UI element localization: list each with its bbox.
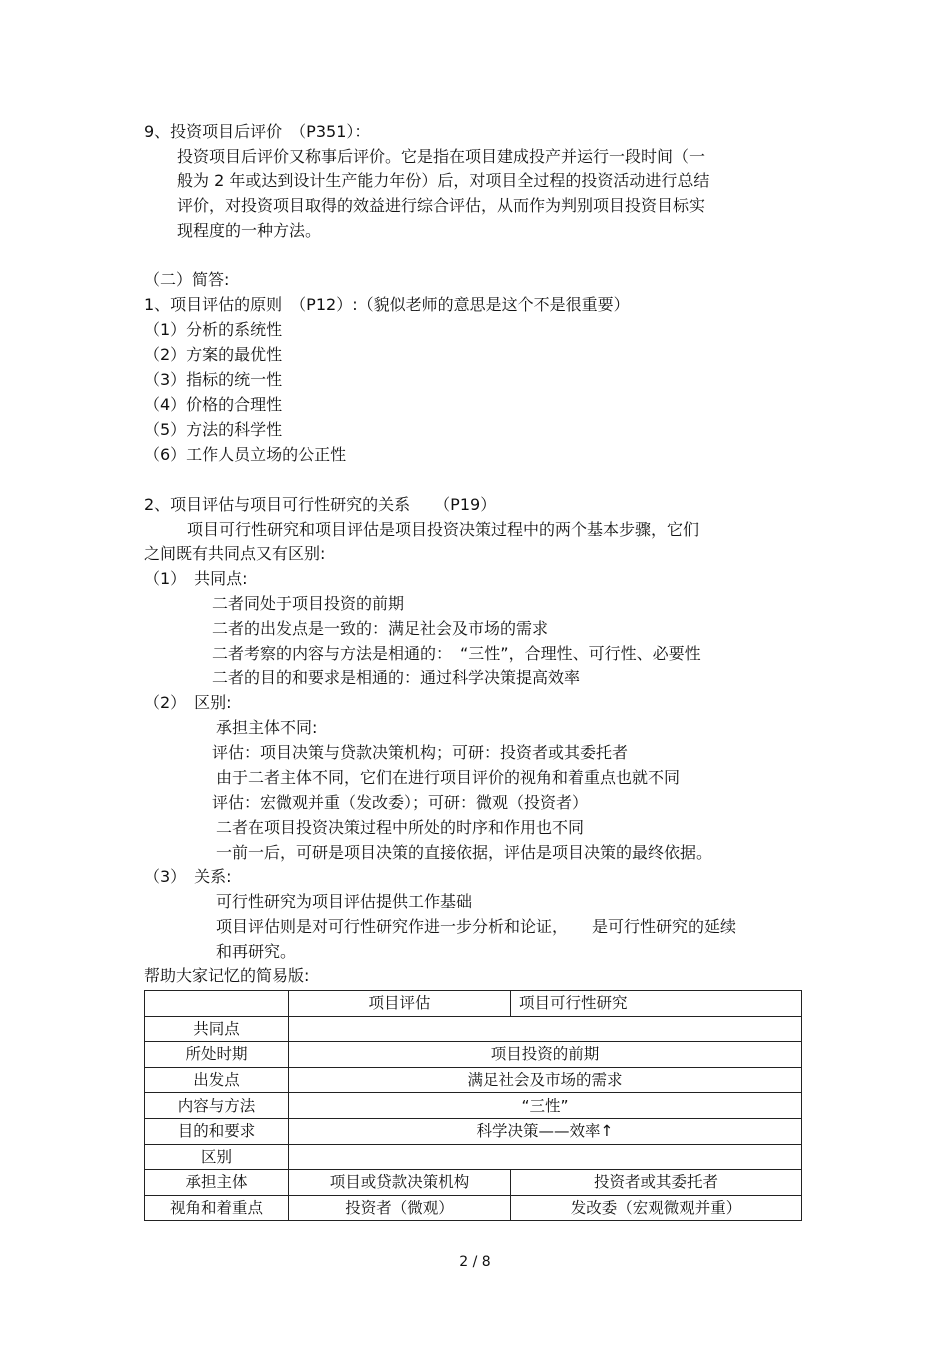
list-item: （5）方法的科学性	[144, 420, 283, 439]
q9-line: 评价，对投资项目取得的效益进行综合评估，从而作为判别项目投资目标实	[177, 196, 706, 215]
table-row	[145, 1144, 802, 1170]
table-group-label: 共同点	[145, 1016, 289, 1042]
q2-point-heading: （2） 区别:	[144, 693, 232, 712]
section-heading: （二）简答:	[144, 270, 230, 289]
table-group-label: 区别	[145, 1144, 289, 1170]
q2-point-line: 承担主体不同:	[216, 718, 318, 737]
q2-point-line: 评估：宏微观并重（发改委）；可研：微观（投资者）	[212, 793, 589, 812]
table-row-label: 视角和着重点	[145, 1195, 289, 1221]
table-cell: 项目或贷款决策机构	[289, 1170, 511, 1196]
memo-heading: 帮助大家记忆的简易版:	[144, 966, 310, 985]
q2-point-heading: （1） 共同点:	[144, 569, 248, 588]
table-row-label: 出发点	[145, 1067, 289, 1093]
table-header-cell	[145, 991, 289, 1017]
table-row	[145, 1170, 802, 1196]
q2-intro: 项目可行性研究和项目评估是项目投资决策过程中的两个基本步骤，它们	[187, 520, 700, 539]
table-row	[145, 1016, 802, 1042]
q9-line: 投资项目后评价又称事后评价。它是指在项目建成投产并运行一段时间（一	[177, 147, 706, 166]
q1-title: 1、项目评估的原则 （P12）:（貌似老师的意思是这个不是很重要）	[144, 295, 630, 314]
table-cell: 满足社会及市场的需求	[289, 1067, 802, 1093]
q2-point-heading: （3） 关系:	[144, 867, 232, 886]
q2-point-line: 由于二者主体不同，它们在进行项目评价的视角和着重点也就不同	[216, 768, 681, 787]
q2-title: 2、项目评估与项目可行性研究的关系 （P19）	[144, 495, 497, 514]
table-cell	[289, 1144, 802, 1170]
list-item: （3）指标的统一性	[144, 370, 283, 389]
q2-intro: 之间既有共同点又有区别:	[144, 544, 326, 563]
table-cell	[289, 1016, 802, 1042]
q2-point-line: 和再研究。	[216, 942, 297, 961]
q9-line: 般为 2 年或达到设计生产能力年份）后，对项目全过程的投资活动进行总结	[177, 171, 710, 190]
table-row	[145, 1118, 802, 1144]
list-item: （2）方案的最优性	[144, 345, 283, 364]
table-row	[145, 1067, 802, 1093]
table-row	[145, 1093, 802, 1119]
q2-point-line: 评估：项目决策与贷款决策机构；可研：投资者或其委托者	[212, 743, 629, 762]
table-header-row	[145, 991, 802, 1017]
q2-point-line: 二者的出发点是一致的：满足社会及市场的需求	[212, 619, 549, 638]
table-cell: “三性”	[289, 1093, 802, 1119]
q2-point-line: 二者考察的内容与方法是相通的： “三性”，合理性、可行性、必要性	[212, 644, 701, 663]
list-item: （4）价格的合理性	[144, 395, 283, 414]
page-number: 2 / 8	[459, 1254, 491, 1270]
q2-point-line: 一前一后，可研是项目决策的直接依据，评估是项目决策的最终依据。	[216, 843, 713, 862]
list-item: （6）工作人员立场的公正性	[144, 445, 347, 464]
table-cell: 科学决策——效率↑	[289, 1118, 802, 1144]
q2-point-line: 二者同处于项目投资的前期	[212, 594, 405, 613]
table-cell: 发改委（宏观微观并重）	[511, 1195, 802, 1221]
table-row	[145, 1042, 802, 1068]
table-row-label: 所处时期	[145, 1042, 289, 1068]
q2-point-line: 项目评估则是对可行性研究作进一步分析和论证， 是可行性研究的延续	[216, 917, 737, 936]
table-header-cell: 项目评估	[289, 991, 511, 1017]
q9-title: 9、投资项目后评价 （P351）：	[144, 122, 371, 141]
q2-point-line: 可行性研究为项目评估提供工作基础	[216, 892, 473, 911]
q2-point-line: 二者在项目投资决策过程中所处的时序和作用也不同	[216, 818, 585, 837]
q2-point-line: 二者的目的和要求是相通的：通过科学决策提高效率	[212, 668, 581, 687]
table-row-label: 目的和要求	[145, 1118, 289, 1144]
q9-line: 现程度的一种方法。	[177, 221, 322, 240]
table-header-cell: 项目可行性研究	[511, 991, 802, 1017]
table-row-label: 承担主体	[145, 1170, 289, 1196]
table-cell: 项目投资的前期	[289, 1042, 802, 1068]
table-cell: 投资者（微观）	[289, 1195, 511, 1221]
table-row-label: 内容与方法	[145, 1093, 289, 1119]
list-item: （1）分析的系统性	[144, 320, 283, 339]
comparison-table	[144, 990, 802, 1221]
table-cell: 投资者或其委托者	[511, 1170, 802, 1196]
table-row	[145, 1195, 802, 1221]
